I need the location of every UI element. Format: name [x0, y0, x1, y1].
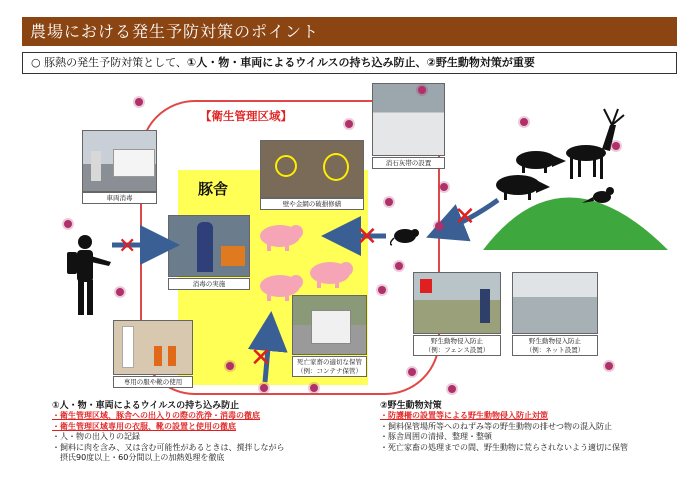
section-2-heading: ②野生動物対策 [380, 401, 442, 411]
caption-wall: 壁や金網の破損修繕 [260, 198, 364, 210]
virus-icon [310, 384, 318, 392]
virus-icon [378, 286, 386, 294]
virus-icon [395, 262, 403, 270]
zone-label: 【衛生管理区域】 [200, 109, 292, 123]
caption-lime: 消石灰帯の設置 [372, 157, 445, 169]
cross-mark-icon: ✕ [250, 343, 272, 373]
section-2-item-4: ・死亡家畜の処理までの間、野生動物に荒らされないよう適切に保管 [380, 442, 628, 452]
virus-icon [226, 362, 234, 370]
page-title: 農場における発生予防対策のポイント [22, 17, 677, 46]
virus-icon [64, 220, 72, 228]
section-2-item-2: ・飼料保管場所等へのねずみ等の野生動物の排せつ物の混入防止 [380, 421, 612, 431]
virus-icon [408, 368, 416, 376]
cross-mark-icon: ✕ [118, 234, 137, 259]
virus-icon [612, 142, 620, 150]
virus-icon [345, 120, 353, 128]
virus-icon [418, 86, 426, 94]
section-1-item-2: ・衛生管理区域専用の衣服、靴の設置と使用の徹底 [52, 421, 236, 431]
section-1-item-5: 摂氏90度以上・60分間以上の加熱処理を徹底 [52, 453, 225, 462]
section-2-item-1: ・防護柵の設置等による野生動物侵入防止対策 [380, 411, 548, 420]
caption-net-line2: （例：ネット設置） [525, 346, 585, 354]
section-2 [380, 398, 680, 453]
caption-vehicle: 車両消毒 [82, 192, 157, 204]
subtitle-prefix: ○ 豚熱の発生予防対策として、 [31, 56, 187, 69]
caption-disinfect: 消毒の実施 [168, 278, 250, 290]
caption-fence-line1: 野生動物侵入防止 [431, 337, 483, 345]
caption-net-line1: 野生動物侵入防止 [529, 337, 581, 345]
virus-icon [260, 384, 268, 392]
section-2-item-3: ・豚舎周囲の清掃、整理・整頓 [380, 432, 492, 441]
virus-icon [520, 118, 528, 126]
caption-clothes: 専用の服や靴の使用 [113, 376, 193, 388]
virus-icon [135, 98, 143, 106]
section-1-item-3: ・人・物の出入りの記録 [52, 432, 140, 441]
section-1-heading: ①人・物・車両によるウイルスの持ち込み防止 [52, 401, 240, 411]
cross-mark-icon: ✕ [356, 222, 378, 252]
section-1 [52, 398, 372, 464]
virus-icon [448, 385, 456, 393]
caption-carcass-line2: （例：コンテナ保管） [297, 367, 362, 375]
virus-icon [605, 362, 613, 370]
virus-icon [435, 222, 443, 230]
caption-carcass-line1: 死亡家畜の適切な保管 [297, 358, 362, 366]
virus-icon [440, 183, 448, 191]
cross-mark-icon: ✕ [454, 202, 476, 232]
caption-fence-line2: （例：フェンス設置） [424, 346, 490, 354]
virus-icon [385, 198, 393, 206]
virus-icon [116, 288, 124, 296]
barn-label: 豚舎 [198, 180, 229, 198]
section-1-item-4: ・飼料に肉を含み、又は含む可能性があるときは、撹拌しながら [52, 442, 285, 452]
section-1-item-1: ・衛生管理区域、豚舎への出入りの際の洗浄・消毒の徹底 [52, 411, 260, 420]
subtitle-bold: ①人・物・車両によるウイルスの持ち込み防止、②野生動物対策が重要 [186, 56, 535, 69]
